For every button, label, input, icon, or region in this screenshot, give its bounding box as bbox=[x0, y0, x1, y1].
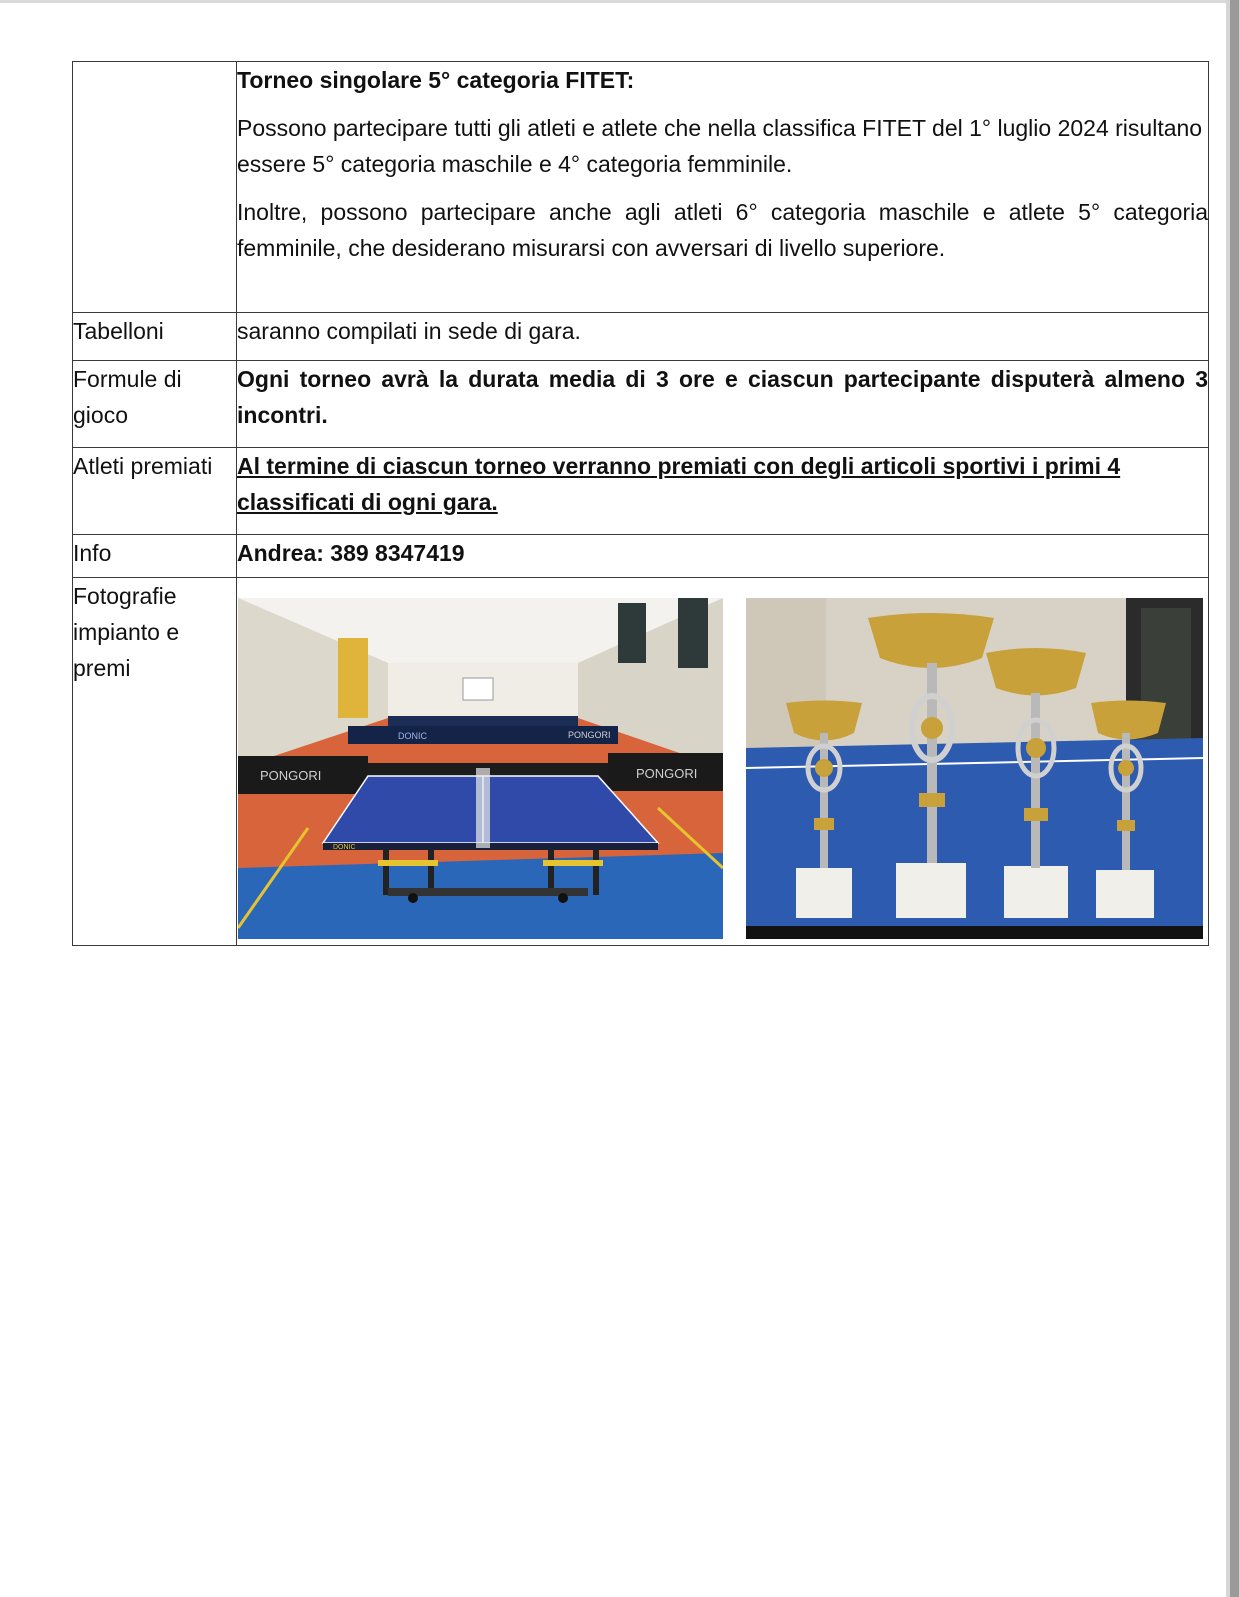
page-right-edge bbox=[1230, 0, 1239, 1597]
row-formule-label: Formule di gioco bbox=[73, 361, 237, 448]
row-torneo-content bbox=[237, 62, 1209, 313]
banner-right-text: PONGORI bbox=[636, 766, 698, 781]
banner-mid-text: PONGORI bbox=[568, 730, 611, 740]
row-info-label: Info bbox=[73, 535, 237, 578]
row-torneo-label bbox=[73, 62, 237, 313]
row-info-value: Andrea: 389 8347419 bbox=[237, 535, 1209, 578]
row-tabelloni bbox=[73, 313, 1209, 361]
row-fotografie-photos bbox=[237, 578, 1209, 946]
torneo-additional: Inoltre, possono partecipare anche agli atleti 6° categoria maschile e atlete 5° categoria femminile, che desiderano misurarsi con avversari di livello superiore. bbox=[237, 199, 1208, 261]
torneo-eligibility: Possono partecipare tutti gli atleti e atlete che nella classifica FITET del 1° luglio 2024 risultano essere 5° categoria maschile e 4° categoria femminile. bbox=[237, 115, 1203, 177]
row-fotografie-label: Fotografie impianto e premi bbox=[73, 578, 237, 946]
row-tabelloni-value: saranno compilati in sede di gara. bbox=[237, 313, 1209, 361]
banner-left-text: PONGORI bbox=[260, 768, 322, 783]
row-formule-value: Ogni torneo avrà la durata media di 3 ore e ciascun partecipante disputerà almeno 3 incontri. bbox=[237, 361, 1209, 448]
photo-sports-hall bbox=[238, 598, 723, 939]
table-brand-text: DONIC bbox=[333, 844, 356, 851]
row-info bbox=[73, 535, 1209, 578]
row-tabelloni-label: Tabelloni bbox=[73, 313, 237, 361]
row-formule bbox=[73, 361, 1209, 448]
row-premiati bbox=[73, 448, 1209, 535]
photo-trophies bbox=[746, 598, 1203, 939]
banner-back-text: DONIC bbox=[398, 731, 427, 741]
tournament-info-table bbox=[72, 61, 1209, 946]
row-fotografie bbox=[73, 578, 1209, 946]
row-premiati-value: Al termine di ciascun torneo verranno premiati con degli articoli sportivi i primi 4 classificati di ogni gara. bbox=[237, 448, 1209, 535]
row-torneo bbox=[73, 62, 1209, 313]
torneo-title: Torneo singolare 5° categoria FITET: bbox=[237, 67, 635, 93]
page-top-edge bbox=[0, 0, 1239, 3]
row-premiati-label: Atleti premiati bbox=[73, 448, 237, 535]
